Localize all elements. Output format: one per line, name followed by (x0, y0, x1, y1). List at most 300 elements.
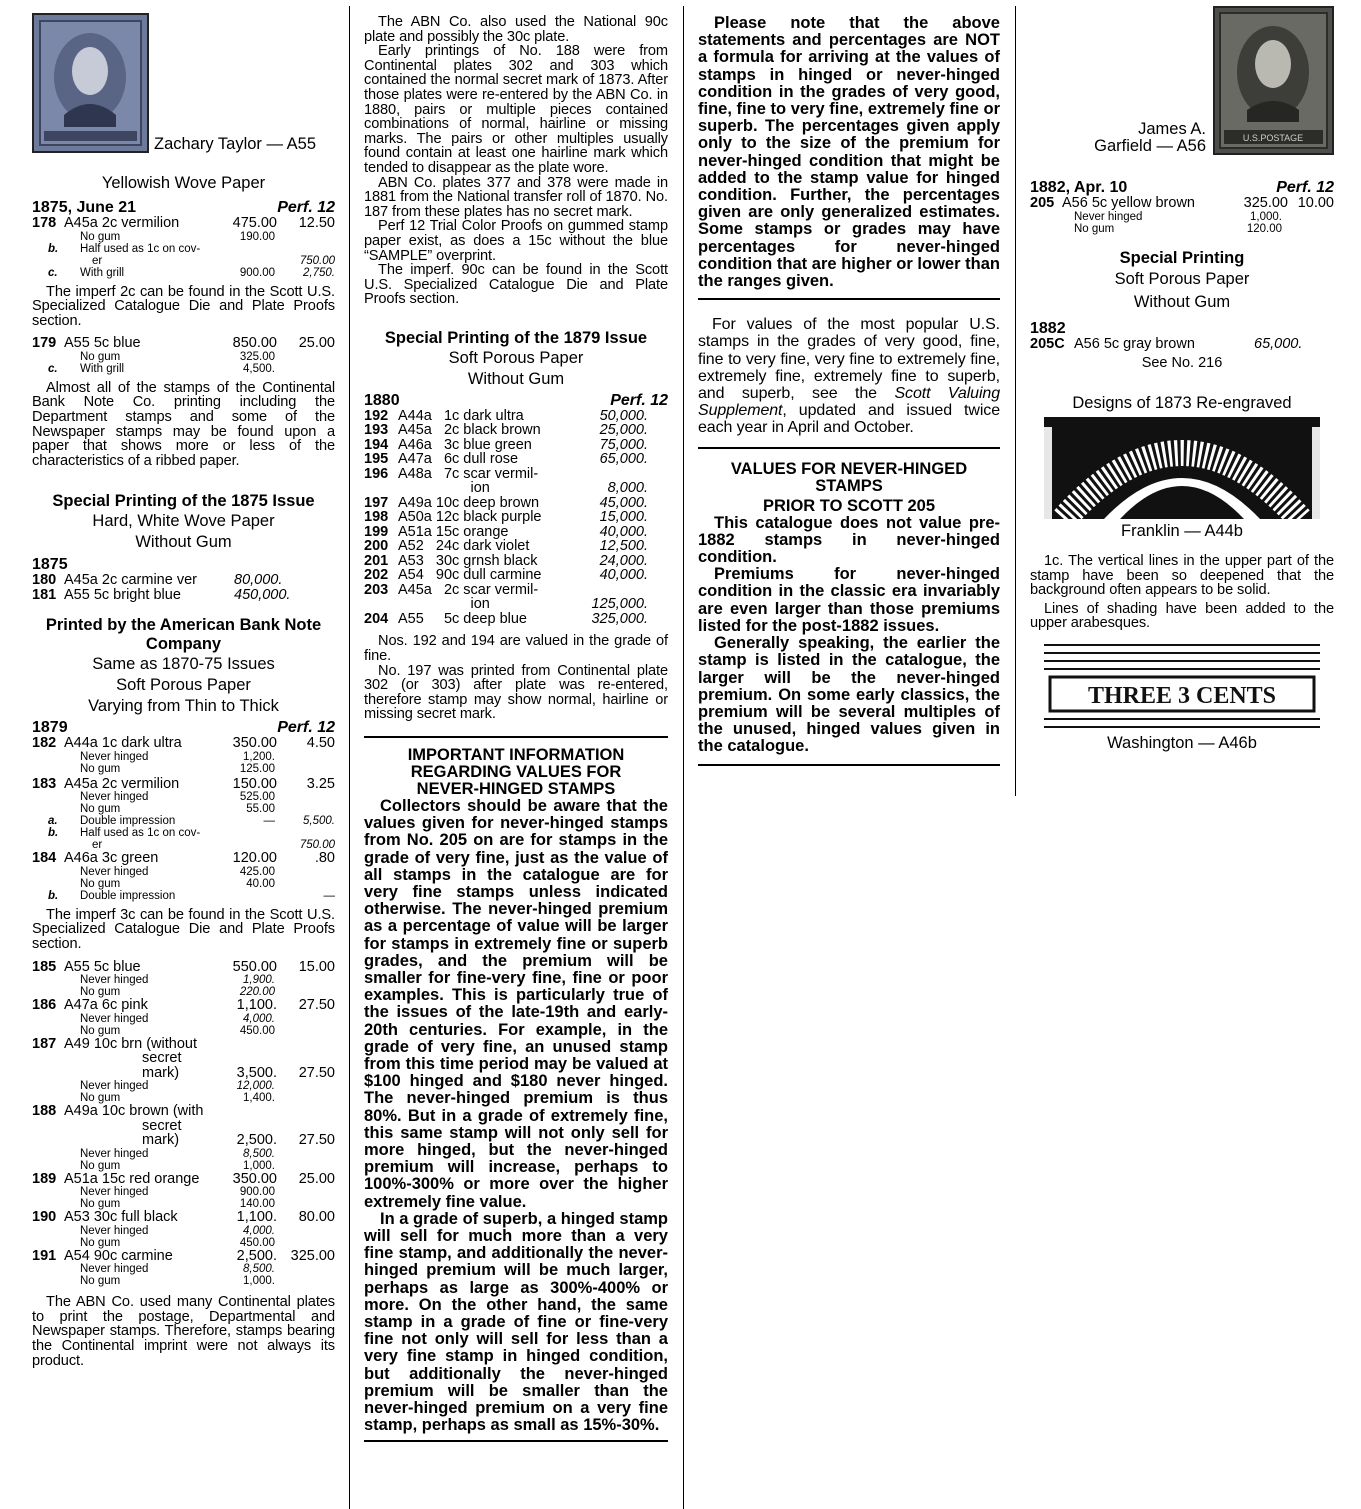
description: Half used as 1c on cov- (80, 827, 201, 840)
listing-row (32, 588, 335, 603)
listing-subrow (32, 267, 335, 279)
description: No gum (80, 1236, 121, 1249)
perforation: Perf. 12 (1276, 179, 1334, 196)
used-value: 12.50 (298, 215, 335, 231)
catalog-number: 198 (364, 509, 389, 526)
listing-subrow (32, 363, 335, 375)
variety-letter: b. (48, 889, 59, 902)
description: er (92, 254, 103, 267)
unused-value: 4,000. (243, 1224, 275, 1237)
issue-date-heading (1030, 320, 1334, 337)
used-value: 27.50 (298, 1132, 335, 1149)
unused-value: 4,000. (243, 1012, 275, 1025)
section-subheading: Hard, White Wove Paper (92, 512, 275, 531)
column-rule-1 (349, 6, 350, 1509)
description: A46a 3c blue green (398, 436, 532, 453)
description: A50a 12c black purple (398, 509, 542, 526)
divider (364, 1440, 668, 1442)
unused-value: 220.00 (239, 986, 275, 999)
unused-value: 40.00 (246, 877, 275, 890)
note-paragraph: The ABN Co. used many Continental plates to print the postage, Departmental and Newspaper stamps. Therefore, stamps bearing the Continental imprint were not always its product. (32, 1294, 335, 1369)
disclaimer-paragraph: Please note that the above statements and percentages are NOT a formula for arriving at the values of stamps in hinged or never-hinged condition in the grades of very good, fine, fine to very fine, extremely fine or superb. The percentages given apply only to the size of the premium for never-hinged condition that might be added to the stamp value for hinged condition. Further, the percentages given are only generalized estimates. Some stamps or grades may have percentages for never-hinged condition that are higher or lower than the ranges given. (698, 14, 1000, 291)
valuing-supplement-paragraph (698, 316, 1000, 436)
designs-heading: Designs of 1873 Re-engraved (1072, 394, 1292, 412)
issue-date: 1875 (32, 556, 68, 574)
description: No gum (80, 1092, 121, 1105)
used-value: 10.00 (1297, 195, 1334, 211)
catalog-number: 178 (32, 215, 57, 231)
unused-value (558, 583, 648, 598)
note-paragraph: Almost all of the stamps of the Continental Bank Note Co. printing including the Department stamps and some of the Newspaper stamps may be found upon a paper that shows more or less of the characteristics of a ribbed paper. (32, 379, 335, 469)
issue-date: 1880 (364, 391, 400, 409)
issue-date-heading (364, 392, 668, 409)
caption-line: James A. (1138, 120, 1206, 138)
note-paragraph: The ABN Co. also used the National 90c plate and possibly the 30c plate. (364, 14, 668, 45)
listing-subrow (1030, 223, 1334, 235)
listing-subrow (32, 243, 335, 255)
listing-row (32, 1249, 335, 1264)
unused-value: 4,500. (243, 362, 275, 375)
catalog-number: 191 (32, 1247, 57, 1264)
unused-value: 150.00 (232, 775, 277, 792)
unused-value: 125,000. (591, 596, 648, 613)
divider (698, 764, 1000, 766)
description: Never hinged (80, 1080, 149, 1093)
section-heading: Special Printing (1119, 248, 1245, 267)
stamp-inscription: U.S.POSTAGE (1242, 133, 1304, 143)
unused-value: 1,000. (243, 1159, 275, 1172)
listing-subrow (1030, 211, 1334, 223)
used-value: 750.00 (299, 839, 335, 852)
description: ion (398, 596, 490, 613)
description: No gum (1074, 222, 1115, 235)
unused-value: 1,000. (243, 1275, 275, 1288)
note-paragraph: The imperf 3c can be found in the Scott U.S. Specialized Catalogue Die and Plate Proofs section. (32, 906, 335, 953)
listing-row (32, 998, 335, 1013)
listing-subrow (32, 791, 335, 803)
text-run: For values of the most popular U.S. stamps in the grades of very good, fine, fine to very fine, very fine to extremely fine, extremely fine, extremely fine to superb, and superb, see the (698, 316, 1000, 403)
description: A51a 15c orange (398, 523, 509, 540)
description: No gum (80, 986, 121, 999)
description: A56 5c yellow brown (1062, 195, 1195, 211)
variety-letter: a. (48, 815, 58, 828)
unused-value: 140.00 (239, 1198, 275, 1211)
unused-value: 75,000. (599, 436, 648, 453)
supplement-title: Scott Valuing Supplement (698, 385, 1001, 420)
important-info-paragraph: In a grade of superb, a hinged stamp will sell for much more than a very fine stamp, and additionally the never-hinged premium will be much larger, perhaps as large as 300%-400% or more. On the other hand, the same stamp in a grade of fine or fine-very fine not only will sell for less than a very fine stamp in hinged condition, but additionally the never-hinged premium will be smaller than the never-hinged premium on a very fine stamp, perhaps as small as 15%-30%. (364, 1209, 668, 1435)
listing-subrow (32, 1186, 335, 1198)
description: No gum (80, 1024, 121, 1037)
description: Never hinged (80, 1186, 149, 1199)
description: A52 24c dark violet (398, 538, 530, 555)
important-info-heading: IMPORTANT INFORMATION REGARDING VALUES FOR NEVER-HINGED STAMPS (407, 745, 625, 798)
values-paragraph: This catalogue does not value pre-1882 stamps in never-hinged condition. (698, 513, 1000, 567)
listing-subrow (32, 1148, 335, 1160)
used-value: 5,500. (303, 815, 335, 828)
listing-row (1030, 196, 1334, 211)
description: A46a 3c green (64, 850, 159, 867)
description: No gum (80, 1275, 121, 1288)
listing-row (364, 409, 668, 424)
taylor-caption: Zachary Taylor — A55 (154, 135, 317, 153)
section-subheading: Varying from Thin to Thick (88, 697, 279, 716)
catalog-number: 189 (32, 1170, 57, 1187)
description: A55 5c blue (64, 335, 141, 352)
catalog-number: 183 (32, 775, 57, 792)
section-heading: Printed by the American Bank Note Company (45, 616, 322, 654)
text-run: , updated and issued twice each year in April and October. (698, 402, 1000, 437)
listing-subrow (32, 1080, 335, 1092)
note-paragraph: The imperf. 90c can be found in the Scott U.S. Specialized Catalogue Die and Plate Proofs section. (364, 262, 668, 308)
listing-row (364, 423, 668, 438)
section-subheading: Soft Porous Paper (1114, 269, 1250, 288)
listing-row (32, 1210, 335, 1225)
listing-row (32, 1119, 335, 1134)
used-value: 15.00 (298, 958, 335, 975)
description: A53 30c grnsh black (398, 552, 538, 569)
unused-value: 25,000. (599, 422, 648, 439)
catalog-number: 181 (32, 586, 57, 603)
unused-value: 1,000. (1250, 210, 1282, 223)
issue-date-heading (1030, 179, 1334, 196)
used-value: 2,750. (303, 266, 335, 279)
description: A44a 1c dark ultra (398, 407, 524, 424)
catalog-number: 204 (364, 610, 389, 627)
unused-value: — (263, 815, 275, 828)
description: secret (142, 1050, 182, 1067)
unused-value: 3,500. (236, 1064, 277, 1081)
values-paragraph: Premiums for never-hinged condition in the classic era invariably are even larger than those premiums listed for the post-1882 issues. (698, 565, 1000, 635)
listing-subrow (32, 1160, 335, 1172)
used-value: 80.00 (298, 1209, 335, 1226)
unused-value: 12,000. (236, 1080, 275, 1093)
unused-value: 2,500. (236, 1247, 277, 1264)
unused-value: 450,000. (234, 586, 291, 603)
listing-row (32, 573, 335, 588)
used-value: 325.00 (290, 1247, 335, 1264)
used-value: 25.00 (298, 1170, 335, 1187)
listing-row (364, 583, 668, 598)
listing-row (364, 467, 668, 482)
unused-value: 12,500. (599, 538, 648, 555)
description: A51a 15c red orange (64, 1170, 200, 1187)
listing-subrow (32, 827, 335, 839)
listing-subrow (32, 866, 335, 878)
unused-value: 24,000. (599, 552, 648, 569)
catalog-number (364, 597, 398, 612)
note-paragraph: Lines of shading have been added to the upper arabesques. (1030, 600, 1334, 632)
listing-row (32, 1172, 335, 1187)
listing-row (32, 960, 335, 975)
catalog-number: 199 (364, 523, 389, 540)
washington-design-image (1044, 639, 1320, 731)
note-paragraph: ABN Co. plates 377 and 378 were made in 1881 from the National transfer roll of 1870. No. 187 from these plates has no secret mark. (364, 174, 668, 220)
perforation: Perf. 12 (277, 199, 335, 216)
listing-row (32, 1051, 335, 1066)
section-subheading: Same as 1870-75 Issues (92, 655, 275, 674)
listing-row (364, 554, 668, 569)
listing-subrow (32, 1263, 335, 1275)
note-paragraph: Perf 12 Trial Color Proofs on gummed stamp paper exist, as does a 15c without the blue “SAMPLE” overprint. (364, 218, 668, 264)
listing-row (364, 481, 668, 496)
catalog-number: 184 (32, 850, 57, 867)
issue-date: 1882 (1030, 319, 1066, 337)
description: A47a 6c pink (64, 997, 148, 1014)
listing-subrow (32, 1013, 335, 1025)
catalog-number: 182 (32, 735, 57, 752)
listing-row (1030, 337, 1334, 352)
used-value: 750.00 (299, 254, 335, 267)
unused-value: 50,000. (599, 407, 648, 424)
listing-subrow (32, 1025, 335, 1037)
unused-value (558, 467, 648, 482)
catalog-number: 185 (32, 958, 57, 975)
catalog-number: 200 (364, 538, 389, 555)
divider (698, 447, 1000, 449)
column-3 (698, 15, 1000, 766)
description: A54 90c dull carmine (398, 567, 542, 584)
description: No gum (80, 1159, 121, 1172)
unused-value: 325.00 (239, 350, 275, 363)
section-subheading: Without Gum (1133, 292, 1231, 311)
unused-value: 1,400. (243, 1092, 275, 1105)
description: A48a 7c scar vermil- (398, 465, 539, 482)
listing-row (364, 438, 668, 453)
unused-value: 40,000. (599, 523, 648, 540)
unused-value: 15,000. (599, 509, 648, 526)
catalog-number: 180 (32, 572, 57, 589)
unused-value: 325.00 (1243, 195, 1288, 211)
description: Double impression (80, 815, 176, 828)
description: secret (142, 1117, 182, 1134)
catalog-number: 179 (32, 335, 57, 352)
description: ion (398, 480, 490, 497)
catalog-number: 194 (364, 436, 389, 453)
description: No gum (80, 877, 121, 890)
description: er (92, 839, 103, 852)
catalog-number: 196 (364, 465, 389, 482)
unused-value: 120.00 (232, 850, 277, 867)
unused-value: 1,100. (236, 997, 277, 1014)
note-paragraph: The imperf 2c can be found in the Scott U.S. Specialized Catalogue Die and Plate Proofs section. (32, 283, 335, 329)
issue-date: 1882, Apr. 10 (1030, 179, 1128, 196)
catalog-number: 188 (32, 1103, 57, 1120)
unused-value: 120.00 (1246, 222, 1282, 235)
description: No gum (80, 230, 121, 243)
description: No gum (80, 1198, 121, 1211)
franklin-design-image (1044, 417, 1320, 519)
catalog-number: 197 (364, 494, 389, 511)
listing-row (364, 539, 668, 554)
description: No gum (80, 803, 121, 816)
unused-value: 55.00 (246, 803, 275, 816)
listing-row (364, 496, 668, 511)
cross-reference: See No. 216 (1141, 355, 1223, 371)
listing-subrow (32, 815, 335, 827)
listing-row (32, 216, 335, 231)
values-subheading: PRIOR TO SCOTT 205 (762, 496, 936, 515)
caption-line: Garfield — A56 (1094, 137, 1206, 155)
column-rule-2 (683, 6, 684, 1509)
description: A56 5c gray brown (1074, 335, 1195, 352)
variety-letter: b. (48, 827, 59, 840)
listing-row (32, 1066, 335, 1081)
listing-row (32, 1037, 335, 1052)
listing-row (364, 568, 668, 583)
unused-value: 900.00 (239, 266, 275, 279)
garfield-block (1030, 6, 1334, 155)
values-heading: VALUES FOR NEVER-HINGED STAMPS (730, 459, 968, 495)
listing-row (32, 851, 335, 866)
description: A53 30c full black (64, 1209, 178, 1226)
section-subheading: Without Gum (135, 533, 232, 552)
divider (698, 298, 1000, 300)
description: mark) (142, 1132, 180, 1149)
zachary-taylor-stamp-image (32, 13, 149, 153)
listing-subrow (32, 890, 335, 902)
description: A45a 2c black brown (398, 422, 541, 439)
unused-value: 450.00 (239, 1024, 275, 1037)
james-garfield-stamp-image (1213, 6, 1334, 155)
garfield-caption (1094, 121, 1206, 155)
description: Never hinged (80, 1263, 149, 1276)
listing-subrow (32, 878, 335, 890)
unused-value: 80,000. (234, 572, 283, 589)
issue-date-heading (32, 719, 335, 736)
unused-value: 190.00 (239, 230, 275, 243)
section-heading: Special Printing of the 1879 Issue (384, 328, 648, 347)
unused-value: 425.00 (239, 865, 275, 878)
unused-value: 1,100. (236, 1209, 277, 1226)
description: A44a 1c dark ultra (64, 735, 182, 752)
column-4 (1030, 6, 1334, 754)
unused-value: 2,500. (236, 1132, 277, 1149)
description: Never hinged (1074, 210, 1143, 223)
description: A49 10c brn (without (64, 1035, 197, 1052)
column-2 (364, 15, 668, 1442)
unused-value: 40,000. (599, 567, 648, 584)
note-paragraph: Early printings of No. 188 were from Continental plates 302 and 303 which contained the normal secret mark of 1873. After those plates were re-entered by the ABN Co. in 1880, pairs or multiple pieces contained combinations of normal, hairline or missing marks. The pairs or other multiples usually found contain at least one hairline mark which tended to disappear as the plate wore. (364, 43, 668, 176)
taylor-block (32, 6, 335, 153)
description: A55 5c blue (64, 958, 141, 975)
description: Half used as 1c on cov- (80, 242, 201, 255)
washington-caption: Washington — A46b (1107, 733, 1257, 752)
listing-subrow (32, 1275, 335, 1287)
catalog-number: 187 (32, 1035, 57, 1052)
catalog-number: 195 (364, 451, 389, 468)
variety-letter: c. (48, 362, 58, 375)
unused-value: 450.00 (239, 1236, 275, 1249)
catalog-number: 193 (364, 422, 389, 439)
listing-subrow (32, 1225, 335, 1237)
special-printing-list (364, 409, 668, 627)
listing-row (364, 452, 668, 467)
catalog-number: 190 (32, 1209, 57, 1226)
issue-date-heading (32, 556, 335, 573)
unused-value: 350.00 (232, 735, 277, 752)
listing-subrow (32, 763, 335, 775)
catalog-number: 205C (1030, 335, 1065, 352)
catalog-number: 203 (364, 581, 389, 598)
listing-row (364, 612, 668, 627)
description: Never hinged (80, 1012, 149, 1025)
divider (364, 736, 668, 738)
listing-row (32, 736, 335, 751)
description: mark) (142, 1064, 180, 1081)
section-subheading: Soft Porous Paper (448, 348, 584, 367)
used-value: — (323, 889, 335, 902)
paper-heading: Yellowish Wove Paper (101, 174, 266, 192)
issue-date: 1879 (32, 719, 68, 737)
section-subheading: Soft Porous Paper (116, 676, 251, 695)
listing-row (32, 1104, 335, 1119)
variety-letter: c. (48, 266, 58, 279)
listing-subrow (32, 351, 335, 363)
listing-subrow (32, 231, 335, 243)
description: Never hinged (80, 750, 149, 763)
catalog-number: 205 (1030, 195, 1055, 211)
unused-value: 1,200. (243, 750, 275, 763)
perforation: Perf. 12 (610, 391, 668, 409)
used-value: 3.25 (306, 775, 335, 792)
unused-value: 8,000. (607, 480, 648, 497)
used-value: 25.00 (298, 335, 335, 352)
unused-value: 325,000. (591, 610, 648, 627)
unused-value: 1,900. (243, 974, 275, 987)
description: A49a 10c deep brown (398, 494, 540, 511)
listing-row (364, 597, 668, 612)
used-value: .80 (314, 850, 335, 867)
description: Never hinged (80, 865, 149, 878)
section-heading: Special Printing of the 1875 Issue (52, 492, 315, 511)
description: A54 90c carmine (64, 1247, 173, 1264)
catalog-number: 202 (364, 567, 389, 584)
description: A47a 6c dull rose (398, 451, 519, 468)
column-rule-3 (1015, 6, 1016, 796)
listing-row (364, 525, 668, 540)
unused-value: 350.00 (232, 1170, 277, 1187)
design-inscription: THREE 3 CENTS (1087, 682, 1277, 709)
unused-value: 525.00 (239, 791, 275, 804)
note-paragraph: No. 197 was printed from Continental plate 302 (or 303) after plate was re-entered, therefore stamp may show normal, hairline or missing secret mark. (364, 662, 668, 723)
unused-value: 65,000. (599, 451, 648, 468)
description: A45a 2c vermilion (64, 775, 180, 792)
column-1 (32, 6, 335, 1368)
description: Double impression (80, 889, 176, 902)
description: Never hinged (80, 791, 149, 804)
listing-subrow (32, 974, 335, 986)
unused-value: 550.00 (232, 958, 277, 975)
listing-subrow (32, 751, 335, 763)
unused-value: 8,500. (243, 1147, 275, 1160)
used-value: 4.50 (306, 735, 335, 752)
listing-row (32, 336, 335, 351)
description: A49a 10c brown (with (64, 1103, 204, 1120)
listing-subrow (32, 1237, 335, 1249)
unused-value: 850.00 (232, 335, 277, 352)
description: Never hinged (80, 1147, 149, 1160)
description: Never hinged (80, 974, 149, 987)
listing-row (32, 1133, 335, 1148)
used-value: 27.50 (298, 997, 335, 1014)
description: No gum (80, 350, 121, 363)
note-paragraph: Nos. 192 and 194 are valued in the grade of fine. (364, 633, 668, 664)
unused-value: 125.00 (239, 762, 275, 775)
catalog-number: 192 (364, 407, 389, 424)
values-paragraph: Generally speaking, the earlier the stamp is listed in the catalogue, the larger will be the never-hinged premium. On some early classics, the premium will be several multiples of the unused, hinged values given in the catalogue. (698, 634, 1000, 756)
unused-value: 900.00 (239, 1186, 275, 1199)
description: A45a 2c carmine ver (64, 572, 197, 589)
